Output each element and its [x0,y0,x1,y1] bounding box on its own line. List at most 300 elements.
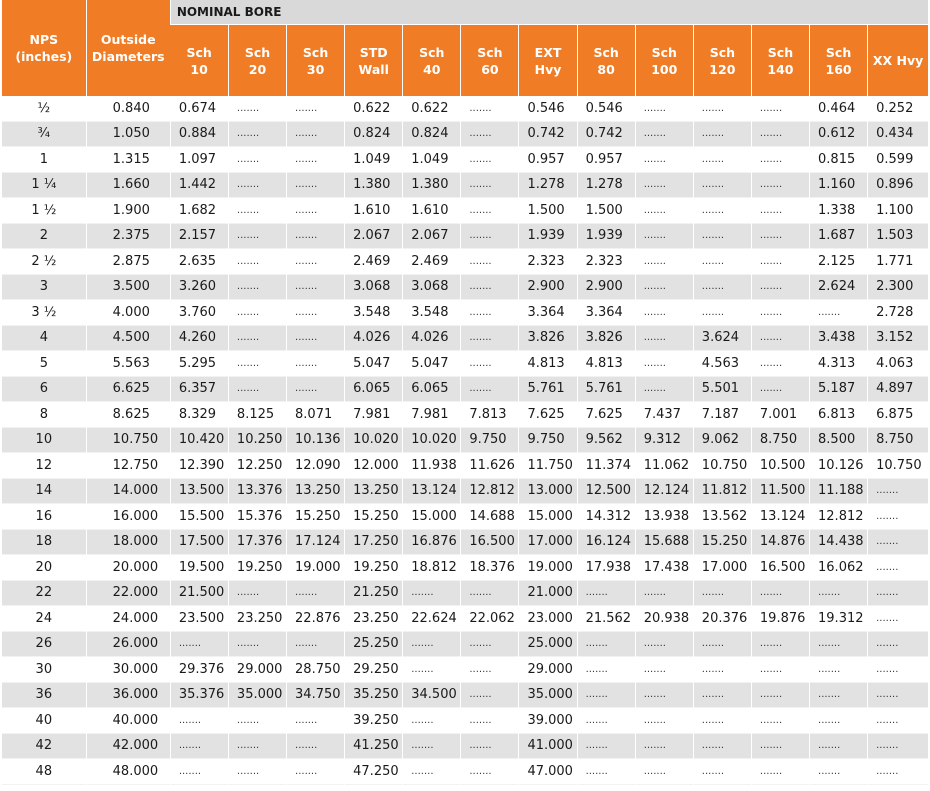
cell-bore: 2.125 [810,249,868,275]
cell-bore: 4.026 [345,325,403,351]
cell-bore: 10.126 [810,453,868,479]
cell-bore: 22.624 [403,606,461,632]
cell-bore: 2.469 [345,249,403,275]
cell-bore: 16.876 [403,529,461,555]
cell-bore: 0.884 [170,121,228,147]
cell-bore: ....... [868,733,928,759]
cell-bore: ....... [461,682,519,708]
cell-bore: ....... [228,198,286,224]
header-column-line2: 140 [767,61,794,77]
cell-bore: 12.000 [345,453,403,479]
cell-bore: ....... [461,172,519,198]
cell-bore: ....... [403,580,461,606]
cell-outside-diameter: 22.000 [86,580,170,606]
cell-bore: 2.469 [403,249,461,275]
table-row [2,453,928,479]
table-body [2,96,928,784]
cell-bore: 21.250 [345,580,403,606]
header-column [345,25,403,97]
table-row [2,580,928,606]
cell-nps: 6 [2,376,86,402]
cell-bore: 23.500 [170,606,228,632]
cell-bore: 11.188 [810,478,868,504]
cell-bore: ....... [693,198,751,224]
cell-bore: ....... [403,759,461,785]
cell-outside-diameter: 6.625 [86,376,170,402]
cell-bore: 20.376 [693,606,751,632]
table-row [2,631,928,657]
cell-bore: ....... [228,580,286,606]
cell-outside-diameter: 20.000 [86,555,170,581]
cell-bore: ....... [287,580,345,606]
cell-bore: 28.750 [287,657,345,683]
cell-bore: 3.068 [403,274,461,300]
cell-bore: 13.000 [519,478,577,504]
cell-nps: 3 [2,274,86,300]
header-column [461,25,519,97]
cell-bore: 3.624 [693,325,751,351]
cell-bore: ....... [461,708,519,734]
cell-bore: 21.562 [577,606,635,632]
cell-bore: 19.000 [287,555,345,581]
cell-bore: ....... [868,580,928,606]
cell-bore: ....... [693,121,751,147]
cell-bore: 3.826 [577,325,635,351]
cell-nps: 1 [2,147,86,173]
cell-bore: ....... [868,504,928,530]
header-column-line2: 100 [651,61,678,77]
cell-bore: 19.250 [228,555,286,581]
cell-bore: ....... [461,249,519,275]
cell-bore: ....... [868,631,928,657]
cell-bore: ....... [810,682,868,708]
cell-bore: 3.548 [345,300,403,326]
cell-bore: ....... [287,708,345,734]
header-column-line1: Sch [477,44,503,60]
cell-bore: ....... [810,657,868,683]
cell-nps: 40 [2,708,86,734]
cell-bore: 22.876 [287,606,345,632]
cell-nps: 36 [2,682,86,708]
cell-bore: 11.812 [693,478,751,504]
cell-bore: ....... [287,121,345,147]
cell-nps: 14 [2,478,86,504]
cell-outside-diameter: 1.900 [86,198,170,224]
cell-bore: 15.688 [635,529,693,555]
cell-bore: ....... [461,376,519,402]
cell-bore: 15.250 [345,504,403,530]
cell-bore: ....... [287,325,345,351]
cell-bore: ....... [287,274,345,300]
header-column-line2: 10 [190,61,208,77]
cell-bore: 15.500 [170,504,228,530]
cell-bore: 29.376 [170,657,228,683]
cell-bore: ....... [635,759,693,785]
cell-bore: 1.771 [868,249,928,275]
cell-bore: 12.812 [810,504,868,530]
cell-bore: 1.380 [403,172,461,198]
cell-bore: 25.000 [519,631,577,657]
cell-bore: ....... [810,733,868,759]
cell-bore: 5.047 [345,351,403,377]
cell-bore: ....... [577,657,635,683]
cell-bore: ....... [287,223,345,249]
cell-bore: 15.000 [519,504,577,530]
cell-bore: 14.312 [577,504,635,530]
cell-bore: ....... [635,733,693,759]
cell-bore: 23.250 [228,606,286,632]
cell-outside-diameter: 0.840 [86,96,170,121]
cell-bore: ....... [751,172,809,198]
cell-bore: ....... [461,351,519,377]
cell-bore: 1.049 [345,147,403,173]
cell-bore: 0.742 [577,121,635,147]
cell-bore: 41.250 [345,733,403,759]
cell-bore: 3.438 [810,325,868,351]
cell-outside-diameter: 40.000 [86,708,170,734]
cell-bore: ....... [287,733,345,759]
cell-bore: ....... [461,223,519,249]
cell-bore: 0.612 [810,121,868,147]
cell-outside-diameter: 48.000 [86,759,170,785]
cell-bore: ....... [228,631,286,657]
cell-bore: 13.500 [170,478,228,504]
cell-bore: 1.939 [577,223,635,249]
cell-bore: 1.610 [345,198,403,224]
cell-bore: ....... [635,147,693,173]
header-nps [2,0,86,96]
table-row [2,249,928,275]
cell-bore: 13.250 [287,478,345,504]
cell-bore: 10.420 [170,427,228,453]
cell-bore: 4.313 [810,351,868,377]
cell-bore: ....... [635,351,693,377]
cell-bore: 1.610 [403,198,461,224]
cell-bore: 11.626 [461,453,519,479]
cell-bore: 3.548 [403,300,461,326]
cell-bore: 2.624 [810,274,868,300]
header-column-line2: 80 [597,61,615,77]
cell-bore: 35.000 [228,682,286,708]
cell-bore: ....... [693,223,751,249]
cell-bore: 2.900 [519,274,577,300]
cell-bore: ....... [228,300,286,326]
cell-bore: ....... [287,351,345,377]
cell-bore: 11.938 [403,453,461,479]
cell-bore: 34.750 [287,682,345,708]
header-nps-line1: NPS [29,32,59,47]
cell-bore: ....... [751,580,809,606]
table-row [2,376,928,402]
cell-bore: 6.357 [170,376,228,402]
cell-bore: ....... [577,733,635,759]
cell-bore: 11.500 [751,478,809,504]
cell-bore: 7.981 [403,402,461,428]
cell-bore: ....... [461,325,519,351]
cell-bore: ....... [635,274,693,300]
header-column-line1: Sch [593,44,619,60]
cell-bore: ....... [868,555,928,581]
cell-nps: 8 [2,402,86,428]
header-nominal-bore: NOMINAL BORE [170,0,928,25]
cell-bore: 3.760 [170,300,228,326]
cell-bore: ....... [693,249,751,275]
cell-bore: 13.376 [228,478,286,504]
cell-bore: ....... [693,733,751,759]
header-column [228,25,286,97]
cell-bore: ....... [461,631,519,657]
cell-bore: ....... [461,147,519,173]
cell-bore: 3.364 [519,300,577,326]
cell-bore: 17.000 [519,529,577,555]
table-row [2,759,928,785]
cell-bore: 3.364 [577,300,635,326]
cell-bore: 7.981 [345,402,403,428]
cell-bore: 16.124 [577,529,635,555]
cell-bore: 34.500 [403,682,461,708]
header-column-line2: 120 [709,61,736,77]
cell-outside-diameter: 30.000 [86,657,170,683]
cell-nps: 3 ½ [2,300,86,326]
cell-bore: ....... [577,580,635,606]
cell-bore: 15.000 [403,504,461,530]
cell-bore: ....... [693,682,751,708]
cell-bore: 3.152 [868,325,928,351]
cell-bore: 0.896 [868,172,928,198]
header-nps-line2: (inches) [15,49,73,64]
cell-bore: ....... [228,325,286,351]
table-row [2,529,928,555]
cell-bore: ....... [577,708,635,734]
header-column-line1: EXT [534,44,562,60]
cell-outside-diameter: 2.875 [86,249,170,275]
cell-bore: 41.000 [519,733,577,759]
cell-bore: ....... [810,580,868,606]
table-row [2,657,928,683]
cell-bore: 5.047 [403,351,461,377]
cell-bore: 7.001 [751,402,809,428]
header-column [519,25,577,97]
cell-bore: 19.000 [519,555,577,581]
cell-bore: 6.875 [868,402,928,428]
cell-bore: ....... [287,198,345,224]
cell-bore: 0.546 [519,96,577,121]
cell-bore: ....... [868,682,928,708]
cell-bore: 10.020 [345,427,403,453]
cell-nps: 1 ½ [2,198,86,224]
cell-bore: 12.500 [577,478,635,504]
cell-bore: 3.068 [345,274,403,300]
cell-bore: 0.674 [170,96,228,121]
header-column-line1: Sch [244,44,271,60]
cell-bore: 47.250 [345,759,403,785]
cell-bore: ....... [635,682,693,708]
cell-bore: ....... [693,300,751,326]
cell-bore: 17.376 [228,529,286,555]
cell-nps: 24 [2,606,86,632]
cell-bore: 39.250 [345,708,403,734]
cell-nps: 4 [2,325,86,351]
cell-bore: ....... [635,223,693,249]
cell-bore: ....... [461,580,519,606]
cell-bore: 21.000 [519,580,577,606]
table-row [2,402,928,428]
cell-bore: 35.000 [519,682,577,708]
cell-bore: ....... [751,96,809,121]
cell-bore: ....... [287,172,345,198]
cell-nps: 18 [2,529,86,555]
cell-nps: 42 [2,733,86,759]
cell-bore: 8.329 [170,402,228,428]
cell-bore: 0.464 [810,96,868,121]
cell-bore: 23.250 [345,606,403,632]
cell-bore: 17.500 [170,529,228,555]
cell-bore: 9.562 [577,427,635,453]
cell-bore: ....... [693,631,751,657]
cell-outside-diameter: 18.000 [86,529,170,555]
header-column-line1: Sch [302,44,329,60]
cell-bore: 2.300 [868,274,928,300]
table-row [2,708,928,734]
table-row [2,300,928,326]
cell-bore: ....... [693,274,751,300]
cell-bore: ....... [228,733,286,759]
cell-bore: ....... [170,631,228,657]
cell-bore: 0.622 [345,96,403,121]
cell-bore: ....... [751,198,809,224]
cell-bore: ....... [693,759,751,785]
cell-bore: 5.187 [810,376,868,402]
cell-bore: 35.250 [345,682,403,708]
cell-bore: ....... [751,631,809,657]
cell-bore: 13.938 [635,504,693,530]
cell-bore: 4.813 [577,351,635,377]
cell-bore: 15.250 [693,529,751,555]
cell-outside-diameter: 36.000 [86,682,170,708]
cell-bore: ....... [403,708,461,734]
cell-bore: ....... [461,274,519,300]
header-column [170,25,228,97]
pipe-schedule-table [2,0,928,785]
table-row [2,351,928,377]
header-od-line1: Outside [100,32,156,47]
cell-bore: 8.125 [228,402,286,428]
cell-bore: ....... [810,708,868,734]
cell-bore: 2.900 [577,274,635,300]
cell-bore: 1.500 [577,198,635,224]
header-outside-diameters [86,0,170,96]
cell-bore: 19.312 [810,606,868,632]
cell-bore: 10.250 [228,427,286,453]
cell-bore: 47.000 [519,759,577,785]
cell-bore: 4.260 [170,325,228,351]
cell-bore: ....... [751,121,809,147]
cell-nps: 12 [2,453,86,479]
header-column-line1: Sch [651,44,677,60]
cell-bore: ....... [577,682,635,708]
header-column-line1: Sch [709,44,735,60]
cell-bore: 29.000 [519,657,577,683]
cell-bore: ....... [810,300,868,326]
header-column [693,25,751,97]
cell-bore: 6.065 [403,376,461,402]
cell-bore: ....... [810,631,868,657]
cell-bore: 13.250 [345,478,403,504]
cell-bore: 16.500 [461,529,519,555]
cell-bore: 13.562 [693,504,751,530]
table-row [2,733,928,759]
cell-bore: 5.761 [577,376,635,402]
cell-nps: 2 ½ [2,249,86,275]
table-row [2,682,928,708]
cell-bore: 29.000 [228,657,286,683]
cell-bore: ....... [751,147,809,173]
cell-bore: 0.824 [345,121,403,147]
cell-bore: ....... [635,249,693,275]
cell-bore: 2.635 [170,249,228,275]
cell-bore: 0.546 [577,96,635,121]
cell-bore: 1.500 [519,198,577,224]
cell-bore: ....... [693,147,751,173]
cell-bore: 0.957 [577,147,635,173]
cell-outside-diameter: 5.563 [86,351,170,377]
header-column [751,25,809,97]
cell-bore: 2.728 [868,300,928,326]
cell-bore: ....... [868,657,928,683]
cell-bore: ....... [287,147,345,173]
cell-bore: ....... [461,759,519,785]
table-row [2,325,928,351]
cell-bore: ....... [577,759,635,785]
header-column [403,25,461,97]
cell-bore: ....... [868,759,928,785]
cell-bore: 0.815 [810,147,868,173]
cell-bore: ....... [287,96,345,121]
header-column-line2: 20 [248,61,267,77]
cell-bore: 4.897 [868,376,928,402]
table-row [2,172,928,198]
cell-outside-diameter: 24.000 [86,606,170,632]
cell-outside-diameter: 1.050 [86,121,170,147]
cell-bore: 2.067 [403,223,461,249]
cell-bore: ....... [403,631,461,657]
cell-bore: 21.500 [170,580,228,606]
header-column-line1: Sch [419,44,445,60]
cell-bore: 1.278 [577,172,635,198]
cell-nps: 5 [2,351,86,377]
cell-bore: ....... [751,733,809,759]
cell-bore: 5.761 [519,376,577,402]
table-row [2,274,928,300]
cell-bore: 12.812 [461,478,519,504]
cell-bore: ....... [403,733,461,759]
cell-bore: 14.688 [461,504,519,530]
cell-bore: 2.323 [519,249,577,275]
cell-bore: ....... [461,300,519,326]
cell-nps: 22 [2,580,86,606]
cell-bore: 20.938 [635,606,693,632]
cell-bore: ....... [693,96,751,121]
header-column-line2: 30 [306,61,325,77]
cell-bore: 15.376 [228,504,286,530]
cell-bore: 10.020 [403,427,461,453]
cell-nps: 30 [2,657,86,683]
cell-bore: 11.750 [519,453,577,479]
cell-bore: 1.278 [519,172,577,198]
cell-bore: ....... [228,351,286,377]
cell-outside-diameter: 8.625 [86,402,170,428]
table-header [2,0,928,96]
